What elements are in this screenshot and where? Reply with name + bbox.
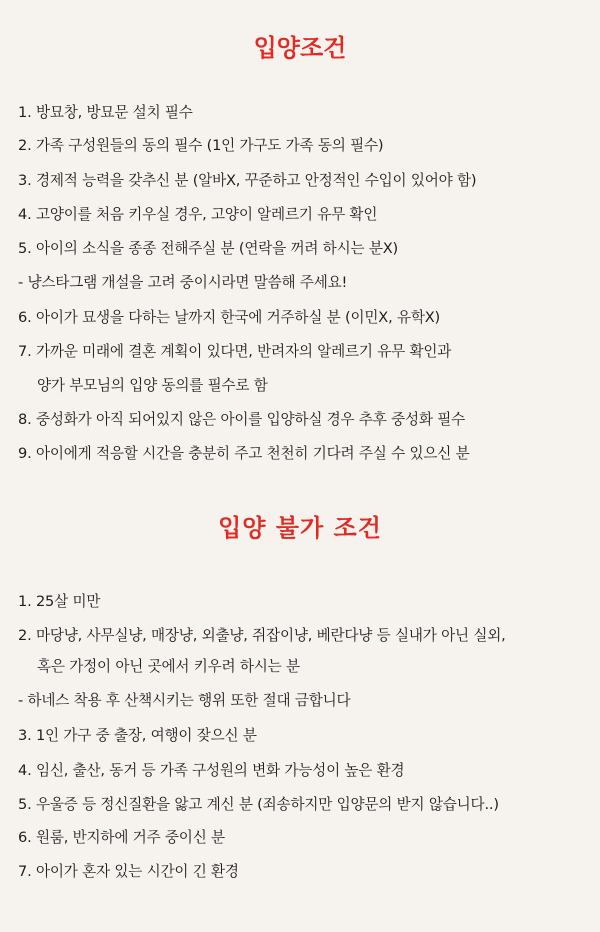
condition-item-1: 1. 방묘창, 방묘문 설치 필수 xyxy=(18,104,193,121)
condition-item-5: 5. 아이의 소식을 종종 전해주실 분 (연락을 꺼려 하시는 분X) xyxy=(18,240,399,257)
restriction-item-2-continued: 혹은 가정이 아닌 곳에서 키우려 하시는 분 xyxy=(37,658,300,675)
restriction-item-1: 1. 25살 미만 xyxy=(18,593,101,610)
condition-item-9: 9. 아이에게 적응할 시간을 충분히 주고 천천히 기다려 주실 수 있으신 분 xyxy=(18,445,470,462)
restriction-item-7: 7. 아이가 혼자 있는 시간이 긴 환경 xyxy=(18,863,239,880)
condition-item-7: 7. 가까운 미래에 결혼 계획이 있다면, 반려자의 알레르기 유무 확인과 xyxy=(18,343,452,360)
restriction-item-6: 6. 원룸, 반지하에 거주 중이신 분 xyxy=(18,829,225,846)
restriction-item-4: 4. 임신, 출산, 동거 등 가족 구성원의 변화 가능성이 높은 환경 xyxy=(18,762,405,779)
restriction-item-5: 5. 우울증 등 정신질환을 앓고 계신 분 (죄송하지만 입양문의 받지 않습니다..) xyxy=(18,796,499,813)
condition-item-3: 3. 경제적 능력을 갖추신 분 (알바X, 꾸준하고 안정적인 수입이 있어야 함) xyxy=(18,172,477,189)
condition-item-8: 8. 중성화가 아직 되어있지 않은 아이를 입양하실 경우 추후 중성화 필수 xyxy=(18,411,466,428)
condition-item-2: 2. 가족 구성원들의 동의 필수 (1인 가구도 가족 동의 필수) xyxy=(18,137,384,154)
condition-note-instagram: - 냥스타그램 개설을 고려 중이시라면 말씀해 주세요! xyxy=(18,274,348,291)
restriction-item-3: 3. 1인 가구 중 출장, 여행이 잦으신 분 xyxy=(18,727,257,744)
adoption-conditions-title: 입양조건 xyxy=(253,34,347,62)
condition-item-7-continued: 양가 부모님의 입양 동의를 필수로 함 xyxy=(37,377,268,394)
restriction-note-harness: - 하네스 착용 후 산책시키는 행위 또한 절대 금합니다 xyxy=(18,692,351,709)
restriction-item-2: 2. 마당냥, 사무실냥, 매장냥, 외출냥, 쥐잡이냥, 베란다냥 등 실내가 아닌 실외, xyxy=(18,627,506,644)
condition-item-6: 6. 아이가 묘생을 다하는 날까지 한국에 거주하실 분 (이민X, 유학X) xyxy=(18,309,441,326)
condition-item-4: 4. 고양이를 처음 키우실 경우, 고양이 알레르기 유무 확인 xyxy=(18,206,378,223)
adoption-restrictions-title: 입양 불가 조건 xyxy=(218,514,382,542)
